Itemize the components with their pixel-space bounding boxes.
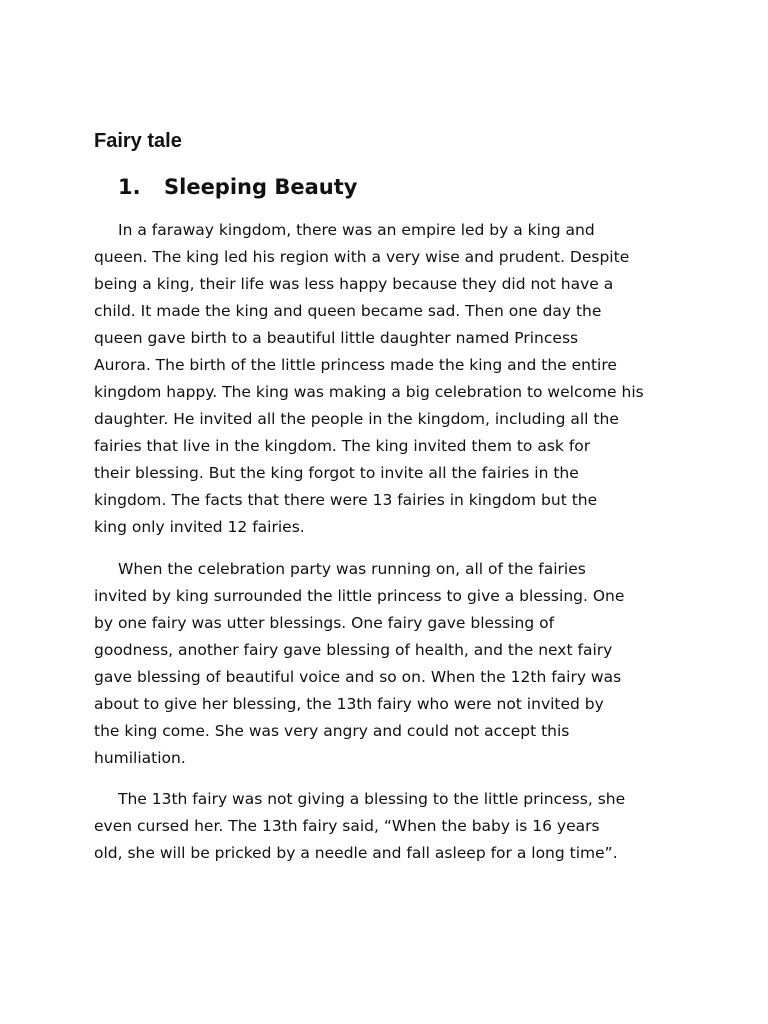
text-line: The 13th fairy was not giving a blessing to the little princess, she [118, 790, 626, 808]
text-line: Aurora. The birth of the little princess made the king and the entire [94, 356, 617, 374]
section-number: 1. [118, 175, 141, 199]
paragraph-3 [94, 786, 676, 867]
text-line: goodness, another fairy gave blessing of health, and the next fairy [94, 641, 613, 659]
text-line: the king come. She was very angry and could not accept this [94, 722, 570, 740]
text-line: gave blessing of beautiful voice and so on. When the 12th fairy was [94, 668, 622, 686]
section-heading [118, 172, 357, 202]
text-line: daughter. He invited all the people in the kingdom, including all the [94, 410, 619, 428]
text-line: old, she will be pricked by a needle and fall asleep for a long time”. [94, 844, 618, 862]
text-line: about to give her blessing, the 13th fairy who were not invited by [94, 695, 604, 713]
text-line: being a king, their life was less happy because they did not have a [94, 275, 614, 293]
text-line: child. It made the king and queen became sad. Then one day the [94, 302, 602, 320]
text-line: king only invited 12 fairies. [94, 518, 305, 536]
text-line: even cursed her. The 13th fairy said, “When the baby is 16 years [94, 817, 600, 835]
section-title: Sleeping Beauty [164, 175, 358, 199]
text-line: When the celebration party was running on, all of the fairies [118, 560, 586, 578]
text-line: queen gave birth to a beautiful little daughter named Princess [94, 329, 579, 347]
text-line: kingdom happy. The king was making a big celebration to welcome his [94, 383, 644, 401]
text-line: invited by king surrounded the little princess to give a blessing. One [94, 587, 625, 605]
text-line: their blessing. But the king forgot to invite all the fairies in the [94, 464, 579, 482]
text-line: kingdom. The facts that there were 13 fairies in kingdom but the [94, 491, 598, 509]
text-line: In a faraway kingdom, there was an empire led by a king and [118, 221, 595, 239]
text-line: humiliation. [94, 749, 186, 767]
paragraph-2 [94, 556, 676, 772]
text-line: fairies that live in the kingdom. The king invited them to ask for [94, 437, 591, 455]
paragraph-1 [94, 217, 676, 541]
document-title: Fairy tale [94, 130, 182, 152]
text-line: queen. The king led his region with a very wise and prudent. Despite [94, 248, 630, 266]
text-line: by one fairy was utter blessings. One fairy gave blessing of [94, 614, 555, 632]
